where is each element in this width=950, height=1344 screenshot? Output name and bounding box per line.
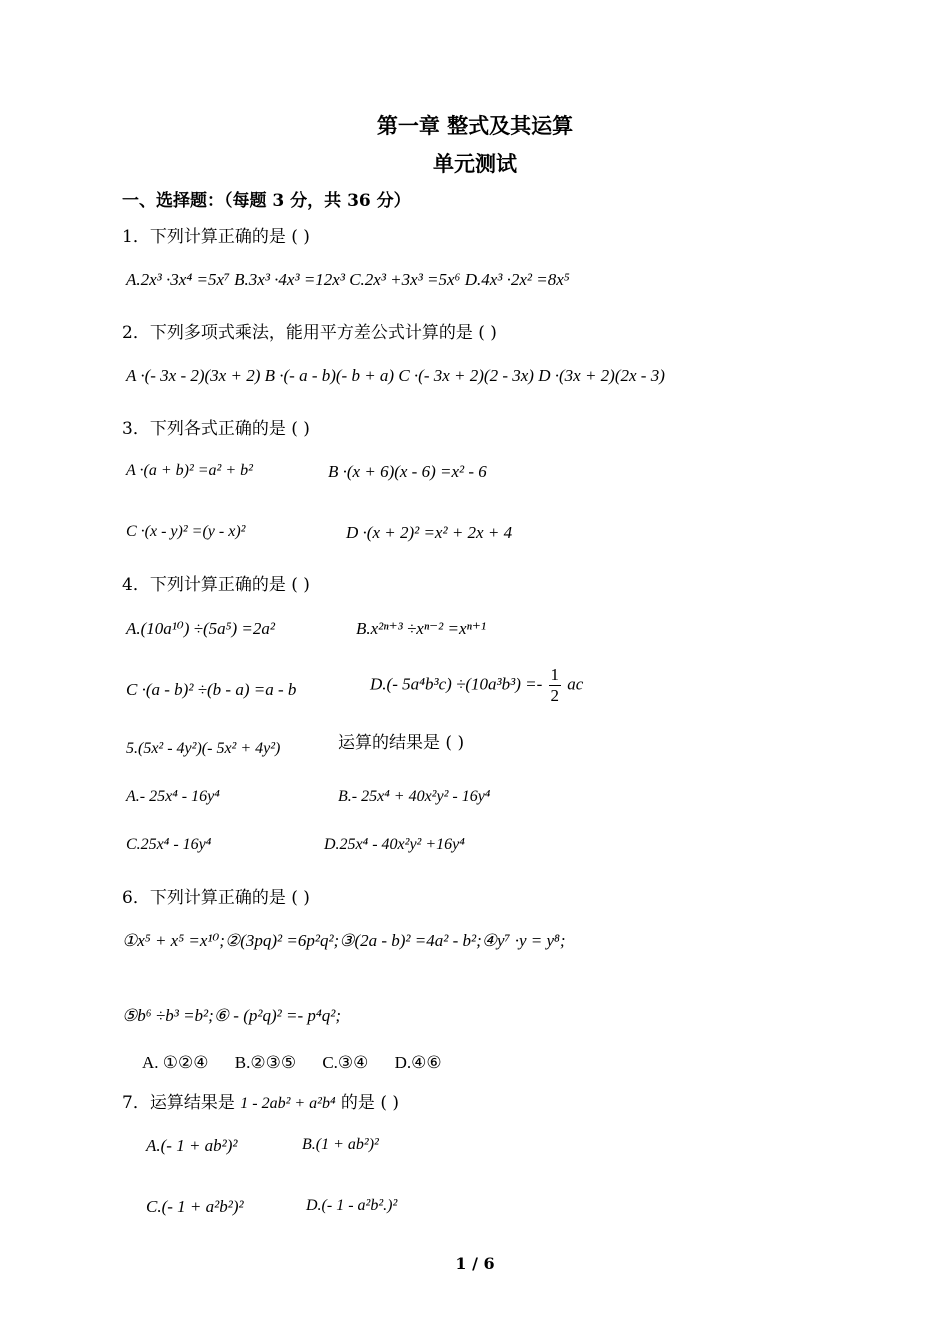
question-5-option-d: D.25x⁴ - 40x²y² +16y⁴ (324, 836, 465, 853)
question-6-option-c: C.③④ (322, 1053, 369, 1072)
question-6-option-b: B.②③⑤ (234, 1053, 297, 1072)
question-3-option-d: D ·(x + 2)² =x² + 2x + 4 (346, 523, 513, 542)
question-3-option-b: B ·(x + 6)(x - 6) =x² - 6 (328, 462, 487, 481)
question-6-stem: 6．下列计算正确的是 ( ) (122, 888, 310, 908)
question-5-option-c: C.25x⁴ - 16y⁴ (126, 836, 212, 853)
question-3-option-c: C ·(x - y)² =(y - x)² (126, 523, 246, 540)
question-4-stem: 4．下列计算正确的是 ( ) (122, 575, 310, 595)
question-6-statements-2: ⑤b⁶ ÷b³ =b²;⑥ - (p²q)² =- p⁴q²; (122, 1006, 342, 1025)
question-7-stem (122, 1088, 399, 1113)
fraction (549, 665, 562, 706)
question-7-stem-suffix: 的是 ( ) (340, 1093, 399, 1113)
question-2-stem: 2．下列多项式乘法，能用平方差公式计算的是 ( ) (122, 323, 497, 343)
question-4-option-d-rhs: ac (567, 674, 584, 694)
question-7-stem-expression: 1 - 2ab² + a²b⁴ (240, 1095, 336, 1112)
question-7-option-c: C.(- 1 + a²b²)² (146, 1197, 244, 1216)
question-5-stem: 运算的结果是 ( ) (338, 733, 465, 753)
question-6-option-a: A. ①②④ (142, 1053, 209, 1072)
question-5-expression: 5.(5x² - 4y²)(- 5x² + 4y²) (126, 740, 281, 757)
page-number: 1 / 6 (455, 1254, 495, 1273)
page-title: 第一章 整式及其运算 (376, 113, 574, 138)
question-4-option-d (370, 665, 583, 706)
question-7-option-b: B.(1 + ab²)² (302, 1136, 379, 1153)
question-4-option-b: B.x²ⁿ⁺³ ÷xⁿ⁻² =xⁿ⁺¹ (356, 619, 486, 638)
question-1-stem: 1．下列计算正确的是 ( ) (122, 227, 310, 247)
question-3-option-a: A ·(a + b)² =a² + b² (126, 462, 253, 479)
question-6-options (142, 1053, 464, 1073)
question-6-option-d: D.④⑥ (394, 1053, 442, 1072)
question-4-option-a: A.(10a¹⁰) ÷(5a⁵) =2a² (126, 619, 275, 638)
question-5-option-a: A.- 25x⁴ - 16y⁴ (126, 788, 220, 805)
question-2-options: A ·(- 3x - 2)(3x + 2) B ·(- a - b)(- b + a) C ·(- 3x + 2)(2 - 3x) D ·(3x + 2)(2x - 3) (126, 366, 665, 385)
question-7-stem-prefix: 7．运算结果是 (122, 1093, 235, 1113)
question-5-option-b: B.- 25x⁴ + 40x²y² - 16y⁴ (338, 788, 491, 805)
fraction-numerator: 1 (550, 665, 560, 684)
section-heading: 一、选择题：（每题 3 分，共 36 分） (122, 191, 411, 211)
question-7-option-d: D.(- 1 - a²b².)² (306, 1197, 398, 1214)
fraction-denominator: 2 (550, 686, 560, 705)
question-6-statements-1: ①x⁵ + x⁵ =x¹⁰;②(3pq)² =6p²q²;③(2a - b)² =4a² - b²;④y⁷ ·y = y⁸; (122, 931, 566, 950)
question-4-option-c: C ·(a - b)² ÷(b - a) =a - b (126, 680, 297, 699)
question-4-option-d-lhs: D.(- 5a⁴b³c) ÷(10a³b³) =- (370, 674, 543, 694)
question-3-stem: 3．下列各式正确的是 ( ) (122, 419, 310, 439)
page-subtitle: 单元测试 (433, 151, 517, 176)
question-1-options: A.2x³ ·3x⁴ =5x⁷ B.3x³ ·4x³ =12x³ C.2x³ +3x³ =5x⁶ D.4x³ ·2x² =8x⁵ (126, 270, 570, 289)
question-7-option-a: A.(- 1 + ab²)² (146, 1136, 238, 1155)
